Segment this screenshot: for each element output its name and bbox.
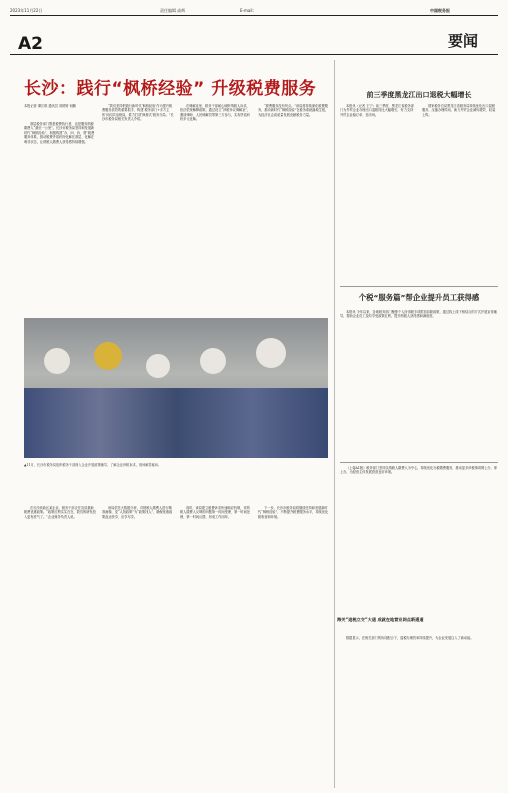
photo-helmet: [200, 348, 226, 374]
news-photo: [24, 318, 328, 458]
byline: 本报记者 谭江琪 通讯员 刘婷婷 何鹏: [24, 104, 76, 108]
column-divider: [334, 60, 335, 788]
right-headline-1: 前三季度黑龙江出口退税大幅增长: [366, 91, 472, 99]
right-story-2-text: 本报讯 今年以来，各地税务部门聚焦个人所得税专项附加扣除政策，通过线上线下相结合的方式开展宣传辅导，帮助企业员工及时享受政策红利，提升纳税人获得感和满意度。: [340, 310, 497, 319]
photo-caption-text: ▲11月，长沙市税务局组织税务干部深入企业开展政策辅导，了解企业涉税诉求，现场解答疑问。: [24, 463, 162, 468]
right-story-1-col-2: [422, 104, 498, 284]
right-separator: [340, 286, 498, 287]
right-story-1-col-1-text: 本报讯（记者 王宁）前三季度，黑龙江省税务部门为外贸企业办理出口退税同比大幅增长，有力支持外贸企业稳订单、拓市场。: [340, 104, 414, 117]
main-col-6-text: 该局依托大数据分析，对纳税人缴费人进行精准画像，变“人找政策”为“政策找人”，确保优惠政策直达快享、应享尽享。: [102, 506, 173, 519]
contact-line: E-mail:: [240, 8, 254, 13]
editor-line: 责任编辑 高辉: [160, 8, 186, 13]
right-story-3: [340, 466, 498, 614]
right-story-1-col-1: [340, 104, 416, 284]
photo-helmet: [44, 348, 70, 374]
right-story-1-col-2-text: 国家税务总局黑龙江省税务局持续优化出口退税服务，压缩办理时间，助力外贸企业减负增效、轻装上阵。: [422, 104, 496, 117]
main-col-3: [180, 104, 252, 316]
photo-helmet: [256, 338, 286, 368]
photo-helmet: [146, 354, 170, 378]
main-col-3-text: 在调解室里，税务干部耐心倾听纳税人诉求，依法依规解释政策。通过设立“涉税争议调解室”，邀请律师、人民调解员等第三方参与，实现矛盾纠纷多元化解。: [180, 104, 251, 122]
main-col-7-text: 同时，该局建立税费诉求快速响应机制，对纳税人缴费人反映的问题第一时间受理、第一时间处理、第一时间反馈，形成工作闭环。: [180, 506, 251, 519]
main-col-4: [258, 104, 330, 316]
main-col-7: [180, 506, 252, 786]
main-col-2: [102, 104, 174, 316]
header-rule-bottom: [10, 54, 498, 55]
photo-workers: [24, 388, 328, 458]
main-col-2-text: “我们坚持把践行新时代‘枫桥经验’作为提升税费服务质效的重要抓手，构建‘税务部门+多方主体’协同共治格局，着力打造‘枫桥式’税务分局。”长沙市税务局相关负责人介绍。: [102, 104, 174, 122]
main-col-6: [102, 506, 174, 786]
main-col-5-text: 在长沙高新区某企业，税务干部正在宣讲最新税费优惠政策。“政策红利实实在在，我们的研发投入更有底气了。”企业财务负责人说。: [24, 506, 96, 519]
main-headline: 长沙：践行“枫桥经验” 升级税费服务: [24, 79, 317, 99]
photo-caption: [24, 460, 328, 471]
photo-helmet: [94, 342, 122, 370]
main-col-1-text: 基层税务部门既是税费执行者，也是服务纳税缴费人“最后一公里”。长沙市税务局坚持和发展新时代“枫桥经验”，积极构建“办、问、协、帮”税费服务体系，推动税费矛盾纠纷化解在基层、化解在萌芽状态，让纳税人缴费人获得感持续增强。: [24, 122, 95, 144]
page-number: A2: [18, 34, 43, 54]
right-headline-3: 海关“退税立交”大道 成就在地营业网点新通道: [337, 617, 424, 622]
main-col-4-text: “税费服务没有终点。”该局将持续深化税费服务，推动新时代“枫桥经验”在税务系统落地生根，为经济社会高质量发展贡献税务力量。: [258, 104, 329, 117]
right-story-2: [340, 310, 498, 460]
main-col-5: [24, 506, 96, 786]
main-col-8: [258, 506, 330, 786]
right-story-3-text: （上接A1版）税务部门坚持以纳税人缴费人为中心，持续优化办税缴费服务，推动更多涉税事项网上办、掌上办，为经营主体发展营造良好环境。: [340, 466, 497, 475]
header-rule: [10, 15, 498, 16]
right-story-4: [340, 636, 498, 786]
publication-date: 2023年11月22日: [10, 8, 43, 13]
main-col-1: [24, 122, 96, 316]
main-col-8-text: 下一步，长沙市税务局将继续坚持和发展新时代“枫桥经验”，不断提升税费服务水平，持续优化税收营商环境。: [258, 506, 329, 519]
paper-name: 中国税务报: [430, 8, 450, 13]
right-story-4-text: 数据显示，在相关部门的协同配合下，退税办理效率持续提升，为企业发展注入了新动能。: [346, 636, 474, 640]
section-title: 要闻: [448, 32, 479, 50]
right-separator: [340, 462, 498, 463]
right-headline-2: 个税“服务篇”帮企业提升员工获得感: [358, 293, 480, 302]
